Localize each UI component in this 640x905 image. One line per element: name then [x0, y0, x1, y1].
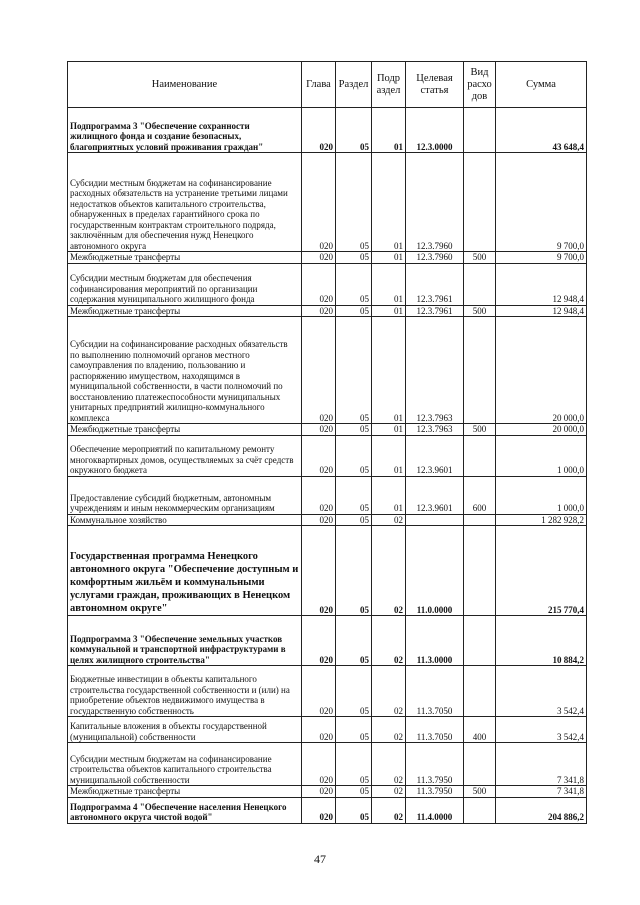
table-row	[68, 786, 587, 798]
row-glava: 020	[302, 717, 336, 743]
row-podrazdel: 02	[372, 514, 406, 526]
row-name: Капитальные вложения в объекты государственной (муниципальной) собственности	[68, 717, 302, 743]
row-name: Подпрограмма 3 "Обеспечение сохранности жилищного фонда и создание безопасных, благоприятных условий проживания граждан"	[68, 108, 302, 153]
row-vid	[464, 317, 496, 424]
row-podrazdel: 02	[372, 797, 406, 823]
row-razdel: 05	[336, 666, 372, 717]
row-vid: 500	[464, 424, 496, 436]
row-podrazdel: 02	[372, 786, 406, 798]
row-razdel: 05	[336, 717, 372, 743]
table-row	[68, 317, 587, 424]
row-summa: 12 948,4	[496, 305, 587, 317]
row-razdel: 05	[336, 435, 372, 476]
row-name: Субсидии местным бюджетам на софинансирование расходных обязательств на устранение третьими лицами недостатков объектов капитального строительства, обнаруженных в пределах гарантийного срока по государственным контрактам строительного подряда, заключённым для обеспечения нужд Ненецкого автономного округа	[68, 153, 302, 252]
row-podrazdel: 01	[372, 153, 406, 252]
row-razdel: 05	[336, 263, 372, 305]
row-summa: 43 648,4	[496, 108, 587, 153]
row-razdel: 05	[336, 153, 372, 252]
table-row	[68, 263, 587, 305]
row-glava: 020	[302, 666, 336, 717]
row-razdel: 05	[336, 786, 372, 798]
table-row	[68, 743, 587, 786]
header-podrazdel: Подр аздел	[372, 62, 406, 108]
row-name: Субсидии местным бюджетам для обеспечения софинансирования мероприятий по организации содержания муниципального жилищного фонда	[68, 263, 302, 305]
row-glava: 020	[302, 252, 336, 264]
row-glava: 020	[302, 616, 336, 666]
row-razdel: 05	[336, 616, 372, 666]
row-vid	[464, 526, 496, 616]
table-row	[68, 514, 587, 526]
row-vid	[464, 263, 496, 305]
table-row	[68, 252, 587, 264]
row-podrazdel: 02	[372, 666, 406, 717]
row-vid	[464, 616, 496, 666]
row-podrazdel: 01	[372, 435, 406, 476]
row-vid	[464, 797, 496, 823]
row-name: Межбюджетные трансферты	[68, 305, 302, 317]
row-podrazdel: 01	[372, 424, 406, 436]
row-celevaya: 12.3.0000	[406, 108, 464, 153]
row-summa: 3 542,4	[496, 717, 587, 743]
row-glava: 020	[302, 424, 336, 436]
row-summa: 20 000,0	[496, 424, 587, 436]
row-name: Субсидии на софинансирование расходных обязательств по выполнению полномочий органов местного самоуправления по владению, пользованию и распоряжению имуществом, находящимся в муниципальной собственности, в части полномочий по восстановлению платежеспособности муниципальных унитарных предприятий жилищно-коммунального комплекса	[68, 317, 302, 424]
row-name: Межбюджетные трансферты	[68, 786, 302, 798]
row-razdel: 05	[336, 108, 372, 153]
table-row	[68, 666, 587, 717]
row-celevaya: 12.3.7963	[406, 424, 464, 436]
table-row	[68, 476, 587, 514]
row-vid: 600	[464, 476, 496, 514]
row-razdel: 05	[336, 317, 372, 424]
row-summa: 20 000,0	[496, 317, 587, 424]
row-summa: 7 341,8	[496, 743, 587, 786]
row-name: Межбюджетные трансферты	[68, 424, 302, 436]
row-podrazdel: 01	[372, 252, 406, 264]
page-number: 47	[314, 852, 326, 866]
header-summa: Сумма	[496, 62, 587, 108]
row-celevaya: 11.3.7050	[406, 717, 464, 743]
header-name: Наименование	[68, 62, 302, 108]
row-name: Межбюджетные трансферты	[68, 252, 302, 264]
row-celevaya: 11.3.7950	[406, 786, 464, 798]
row-summa: 7 341,8	[496, 786, 587, 798]
row-glava: 020	[302, 797, 336, 823]
row-razdel: 05	[336, 526, 372, 616]
header-vid: Вид расхо дов	[464, 62, 496, 108]
row-glava: 020	[302, 526, 336, 616]
row-vid	[464, 666, 496, 717]
table-header-row	[68, 62, 587, 108]
row-summa: 3 542,4	[496, 666, 587, 717]
row-celevaya: 12.3.7960	[406, 252, 464, 264]
row-vid	[464, 435, 496, 476]
row-podrazdel: 02	[372, 743, 406, 786]
row-summa: 1 000,0	[496, 435, 587, 476]
row-glava: 020	[302, 514, 336, 526]
row-podrazdel: 02	[372, 616, 406, 666]
row-glava: 020	[302, 305, 336, 317]
row-celevaya: 12.3.7960	[406, 153, 464, 252]
row-celevaya: 12.3.9601	[406, 435, 464, 476]
row-glava: 020	[302, 317, 336, 424]
table-row	[68, 153, 587, 252]
row-celevaya: 11.0.0000	[406, 526, 464, 616]
row-glava: 020	[302, 153, 336, 252]
row-vid	[464, 108, 496, 153]
row-summa: 204 886,2	[496, 797, 587, 823]
row-glava: 020	[302, 108, 336, 153]
row-vid: 500	[464, 786, 496, 798]
row-name: Коммунальное хозяйство	[68, 514, 302, 526]
row-name: Бюджетные инвестиции в объекты капитального строительства государственной собственности и (или) на приобретение объектов недвижимого имущества в государственную собственность	[68, 666, 302, 717]
row-name: Государственная программа Ненецкого автономного округа "Обеспечение доступным и комфортным жильём и коммунальными услугами граждан, проживающих в Ненецком автономном округе"	[68, 526, 302, 616]
row-glava: 020	[302, 786, 336, 798]
row-name: Предоставление субсидий бюджетным, автономным учреждениям и иным некоммерческим организациям	[68, 476, 302, 514]
row-glava: 020	[302, 435, 336, 476]
row-celevaya: 12.3.7961	[406, 263, 464, 305]
row-celevaya: 12.3.7961	[406, 305, 464, 317]
row-vid	[464, 153, 496, 252]
row-podrazdel: 01	[372, 108, 406, 153]
row-celevaya: 11.3.7050	[406, 666, 464, 717]
row-celevaya: 12.3.9601	[406, 476, 464, 514]
budget-table	[67, 61, 587, 824]
row-summa: 215 770,4	[496, 526, 587, 616]
row-glava: 020	[302, 263, 336, 305]
row-podrazdel: 02	[372, 526, 406, 616]
row-name: Субсидии местным бюджетам на софинансирование строительства объектов капитального строительства муниципальной собственности	[68, 743, 302, 786]
table-row	[68, 435, 587, 476]
row-name: Подпрограмма 3 "Обеспечение земельных участков коммунальной и транспортной инфраструктурами в целях жилищного строительства"	[68, 616, 302, 666]
row-razdel: 05	[336, 514, 372, 526]
row-podrazdel: 02	[372, 717, 406, 743]
row-vid	[464, 743, 496, 786]
table-row	[68, 424, 587, 436]
row-summa: 12 948,4	[496, 263, 587, 305]
header-razdel: Раздел	[336, 62, 372, 108]
row-podrazdel: 01	[372, 305, 406, 317]
row-razdel: 05	[336, 743, 372, 786]
row-razdel: 05	[336, 424, 372, 436]
row-summa: 9 700,0	[496, 252, 587, 264]
row-razdel: 05	[336, 252, 372, 264]
row-podrazdel: 01	[372, 263, 406, 305]
row-razdel: 05	[336, 305, 372, 317]
table-row	[68, 616, 587, 666]
row-vid	[464, 514, 496, 526]
row-vid: 400	[464, 717, 496, 743]
row-celevaya: 11.4.0000	[406, 797, 464, 823]
table-row	[68, 717, 587, 743]
header-celevaya: Целевая статья	[406, 62, 464, 108]
table-row	[68, 797, 587, 823]
table-row	[68, 305, 587, 317]
row-vid: 500	[464, 252, 496, 264]
row-glava: 020	[302, 476, 336, 514]
row-summa: 9 700,0	[496, 153, 587, 252]
row-razdel: 05	[336, 476, 372, 514]
row-razdel: 05	[336, 797, 372, 823]
table-row	[68, 108, 587, 153]
row-summa: 1 000,0	[496, 476, 587, 514]
row-podrazdel: 01	[372, 317, 406, 424]
row-podrazdel: 01	[372, 476, 406, 514]
header-glava: Глава	[302, 62, 336, 108]
row-glava: 020	[302, 743, 336, 786]
row-summa: 10 884,2	[496, 616, 587, 666]
row-name: Подпрограмма 4 "Обеспечение населения Ненецкого автономного округа чистой водой"	[68, 797, 302, 823]
row-vid: 500	[464, 305, 496, 317]
row-celevaya: 11.3.7950	[406, 743, 464, 786]
row-name: Обеспечение мероприятий по капитальному ремонту многоквартирных домов, осуществляемых за счёт средств окружного бюджета	[68, 435, 302, 476]
row-celevaya: 12.3.7963	[406, 317, 464, 424]
row-summa: 1 282 928,2	[496, 514, 587, 526]
row-celevaya	[406, 514, 464, 526]
row-celevaya: 11.3.0000	[406, 616, 464, 666]
table-row	[68, 526, 587, 616]
